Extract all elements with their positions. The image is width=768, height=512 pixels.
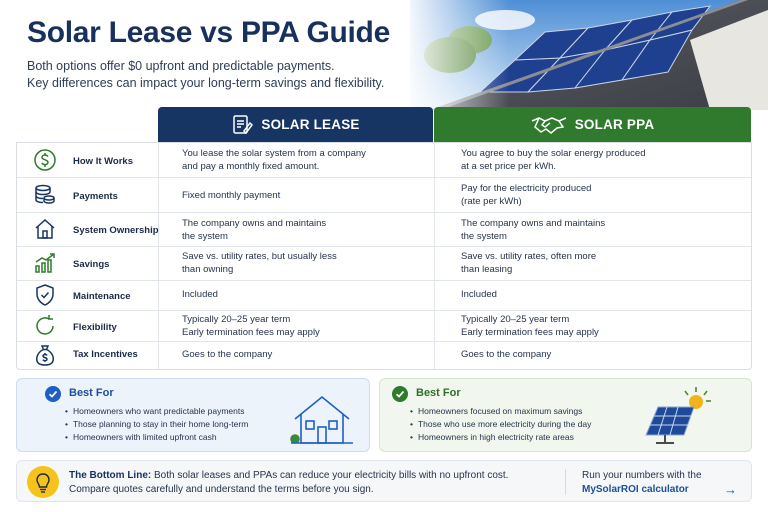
table-row-flexibility	[17, 311, 751, 342]
list-item: • Those planning to stay in their home long-term	[65, 418, 248, 431]
table-row-maintenance	[17, 281, 751, 311]
row-label: Tax Incentives	[73, 349, 138, 360]
ppa-cell	[461, 183, 741, 208]
coins-icon	[33, 183, 59, 209]
refresh-icon	[33, 314, 59, 340]
column-header-lease-label: SOLAR LEASE	[261, 117, 360, 132]
lease-cell	[182, 349, 432, 362]
bottom-line-separator	[565, 469, 566, 495]
lease-cell-line: Typically 20–25 year term	[182, 314, 291, 325]
lease-cell	[182, 190, 432, 203]
table-row-tax-incentives	[17, 342, 751, 369]
ppa-cell-line: Save vs. utility rates, often more	[461, 251, 597, 262]
lease-cell	[182, 251, 432, 276]
ppa-cell	[461, 349, 741, 362]
row-label: Maintenance	[73, 291, 131, 302]
house-illustration-icon	[289, 393, 355, 445]
lease-cell	[182, 289, 432, 302]
list-item: • Those who use more electricity during the day	[410, 418, 591, 431]
best-for-lease-list	[65, 405, 248, 444]
row-label: Savings	[73, 259, 110, 270]
lease-cell-line: Fixed monthly payment	[182, 190, 281, 201]
lease-cell	[182, 314, 432, 339]
best-for-ppa-list	[410, 405, 591, 444]
list-item: • Homeowners in high electricity rate areas	[410, 431, 591, 444]
best-for-ppa-panel	[379, 378, 752, 452]
lease-cell-line: Save vs. utility rates, but usually less	[182, 251, 337, 262]
list-item: • Homeowners focused on maximum savings	[410, 405, 591, 418]
comparison-table	[16, 142, 752, 370]
ppa-cell-line: The company owns and maintains	[461, 218, 606, 229]
table-row-system-ownership	[17, 213, 751, 247]
check-circle-icon	[45, 386, 61, 402]
lease-cell-line: the system	[182, 230, 228, 242]
page-title: Solar Lease vs PPA Guide	[27, 16, 390, 49]
ppa-cell-line: Included	[461, 289, 497, 300]
table-row-how-it-works	[17, 143, 751, 178]
bottom-line-text-1: Both solar leases and PPAs can reduce your electricity bills with no upfront cost.	[151, 470, 509, 481]
lease-cell-line: Included	[182, 289, 218, 300]
list-item: • Homeowners with limited upfront cash	[65, 431, 248, 444]
bottom-line-label: The Bottom Line:	[69, 470, 152, 481]
ppa-cell-line: the system	[461, 230, 507, 242]
best-for-lease-heading: Best For	[69, 387, 114, 399]
ppa-cell-line: Pay for the electricity produced	[461, 183, 592, 194]
page-subtitle	[27, 58, 407, 92]
lease-cell-line: Early termination fees may apply	[182, 326, 320, 338]
list-item: • Homeowners who want predictable payments	[65, 405, 248, 418]
bottom-line-text-2: Compare quotes carefully and understand the terms before you sign.	[69, 484, 374, 495]
lease-cell	[182, 148, 432, 173]
best-for-lease-panel	[16, 378, 370, 452]
hero-fade	[390, 0, 510, 110]
lease-cell-line: than owning	[182, 263, 234, 275]
ppa-cell-line: than leasing	[461, 263, 513, 275]
row-label: Payments	[73, 191, 118, 202]
dollar-icon	[33, 148, 59, 174]
ppa-cell-line: Early termination fees may apply	[461, 326, 599, 338]
ppa-cell-line: (rate per kWh)	[461, 195, 522, 207]
bottom-line-banner	[16, 460, 752, 502]
subtitle-line-2: Key differences can impact your long-term savings and flexibility.	[27, 76, 385, 90]
money-bag-icon	[33, 343, 59, 369]
subtitle-line-1: Both options offer $0 upfront and predictable payments.	[27, 59, 335, 73]
ppa-cell	[461, 289, 741, 302]
ppa-cell-line: Typically 20–25 year term	[461, 314, 570, 325]
table-row-payments	[17, 178, 751, 213]
column-header-solar-lease	[158, 107, 433, 142]
calculator-link[interactable]: MySolarROI calculator	[582, 484, 689, 495]
calculator-cta[interactable]	[582, 469, 737, 497]
cta-text: Run your numbers with the	[582, 470, 702, 481]
house-icon	[33, 217, 59, 243]
column-header-ppa-label: SOLAR PPA	[574, 117, 655, 132]
bottom-line-text	[69, 469, 539, 497]
lease-cell-line: and pay a monthly fixed amount.	[182, 160, 320, 172]
row-label: How It Works	[73, 156, 133, 167]
lease-document-icon	[231, 114, 253, 136]
lease-cell-line: Goes to the company	[182, 349, 273, 360]
ppa-cell	[461, 251, 741, 276]
best-for-ppa-heading: Best For	[416, 387, 461, 399]
solar-panel-sun-icon	[640, 385, 720, 447]
ppa-cell	[461, 218, 741, 243]
ppa-cell-line: at a set price per kWh.	[461, 160, 557, 172]
ppa-cell-line: You agree to buy the solar energy produced	[461, 148, 646, 159]
ppa-cell	[461, 148, 741, 173]
row-label: Flexibility	[73, 322, 117, 333]
arrow-right-icon[interactable]: →	[724, 482, 737, 497]
ppa-cell	[461, 314, 741, 339]
check-circle-icon	[392, 386, 408, 402]
lease-cell-line: You lease the solar system from a company	[182, 148, 366, 159]
handshake-icon	[531, 115, 567, 135]
lightbulb-icon	[27, 466, 59, 498]
lease-cell	[182, 218, 432, 243]
table-row-savings	[17, 247, 751, 281]
ppa-cell-line: Goes to the company	[461, 349, 552, 360]
lease-cell-line: The company owns and maintains	[182, 218, 327, 229]
column-header-solar-ppa	[434, 107, 751, 142]
bottom-line-first-line	[69, 469, 539, 483]
shield-check-icon	[33, 283, 59, 309]
row-label: System Ownership	[73, 225, 159, 236]
growth-chart-icon	[33, 251, 59, 277]
